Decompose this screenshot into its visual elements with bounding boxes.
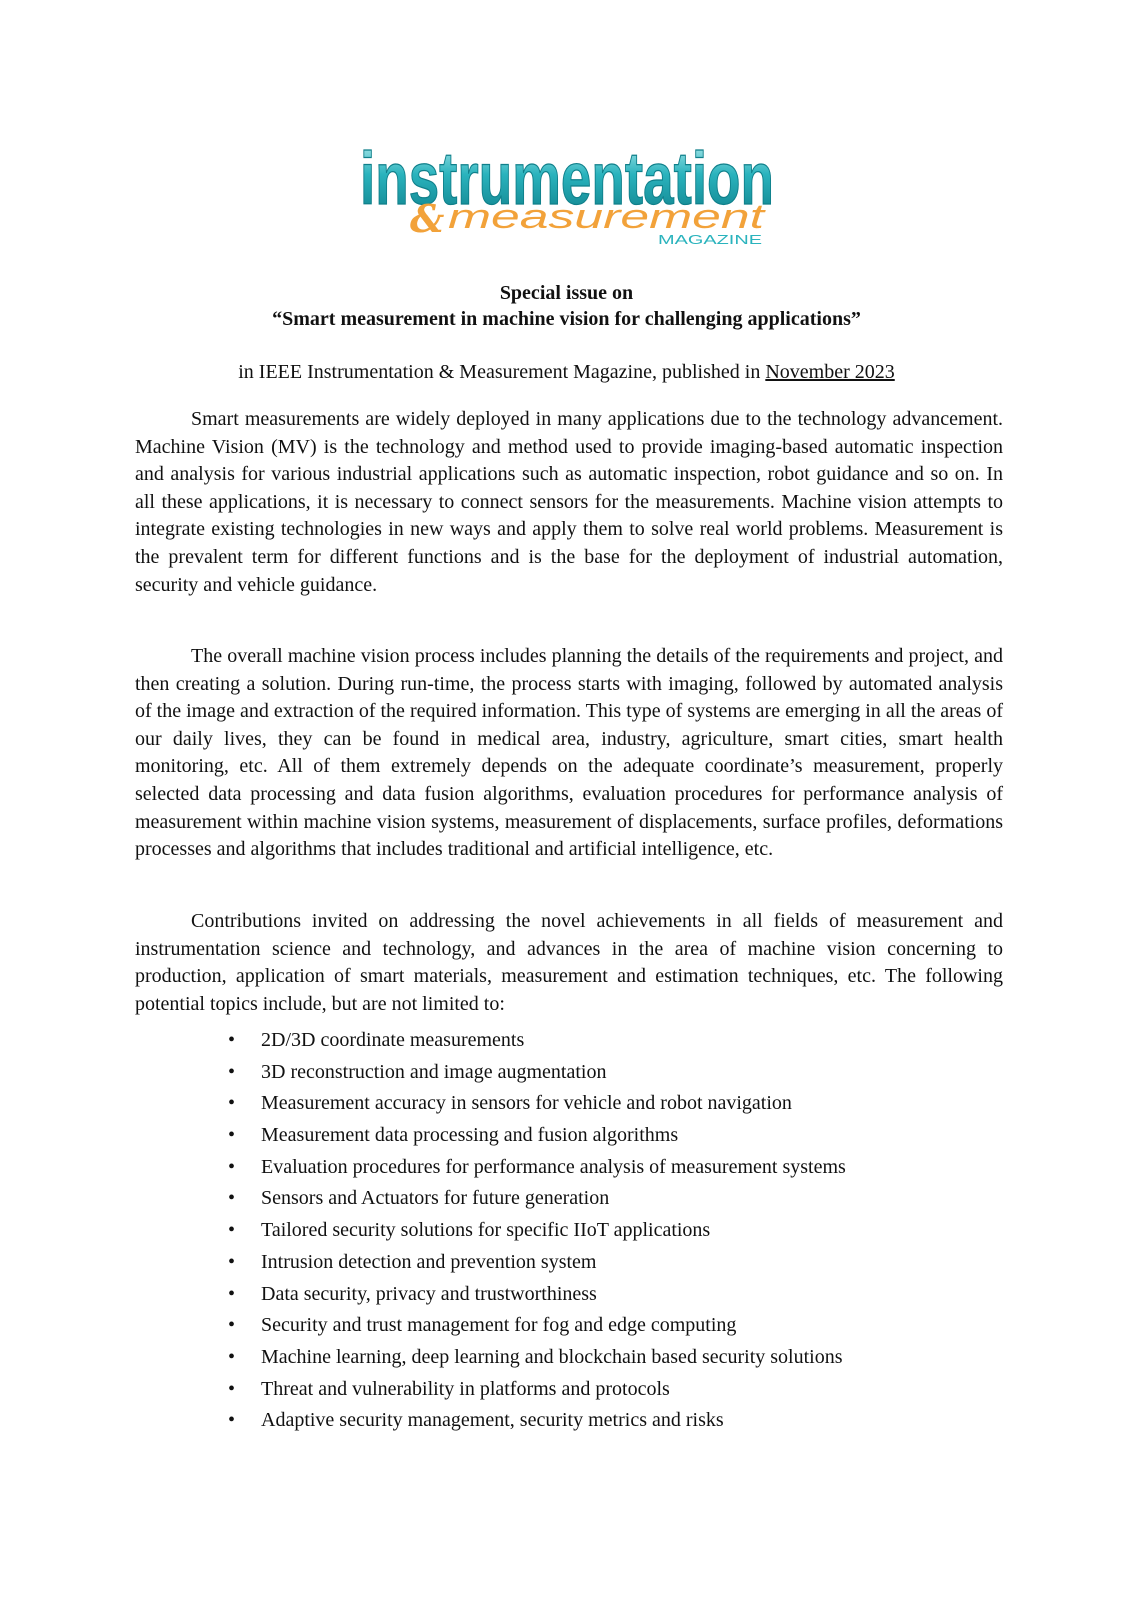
topic-label: Machine learning, deep learning and blockchain based security solutions — [261, 1345, 843, 1368]
title-line-1: Special issue on — [499, 282, 634, 304]
logo-word-instrumentation: instrumentation — [360, 137, 774, 220]
bullet-icon: • — [228, 1124, 236, 1147]
bullet-icon: • — [228, 1060, 236, 1083]
topic-label: Measurement accuracy in sensors for vehicle and robot navigation — [261, 1092, 792, 1115]
bullet-icon: • — [228, 1282, 236, 1305]
bullet-icon: • — [228, 1409, 236, 1432]
topic-item — [228, 1310, 1028, 1342]
topic-label: Intrusion detection and prevention system — [261, 1250, 597, 1273]
logo-word-measurement: measurement — [448, 198, 767, 236]
publication-line — [0, 359, 1133, 385]
topic-item — [228, 1183, 1028, 1215]
topic-label: Security and trust management for fog and edge computing — [261, 1314, 737, 1337]
bullet-icon: • — [228, 1029, 236, 1051]
bullet-icon: • — [228, 1092, 236, 1115]
topic-item — [228, 1057, 1028, 1089]
title-line-2: “Smart measurement in machine vision for challenging applications” — [272, 308, 861, 330]
paragraph-intro: Smart measurements are widely deployed in many applications due to the technology advancement. Machine Vision (MV) is the technology and method used to provide imaging-based automatic inspection and analysis for various industrial applications such as automatic inspection, robot guidance and so on. In all these applications, it is necessary to connect sensors for the measurements. Machine vision attempts to integrate existing technologies in new ways and apply them to solve real world problems. Measurement is the prevalent term for different functions and is the base for the deployment of industrial automation, security and vehicle guidance. — [135, 408, 1003, 596]
topic-item — [228, 1279, 1028, 1311]
bullet-icon: • — [228, 1314, 236, 1337]
topic-label: Tailored security solutions for specific IIoT applications — [261, 1219, 711, 1242]
topic-label: Adaptive security management, security metrics and risks — [261, 1409, 724, 1432]
topic-label: Sensors and Actuators for future generation — [261, 1187, 610, 1210]
topic-item — [228, 1247, 1028, 1279]
bullet-icon: • — [228, 1377, 236, 1400]
bullet-icon: • — [228, 1219, 236, 1242]
topic-label: 2D/3D coordinate measurements — [261, 1029, 525, 1051]
topic-label: 3D reconstruction and image augmentation — [261, 1060, 607, 1083]
topic-item — [228, 1152, 1028, 1184]
topic-item — [228, 1088, 1028, 1120]
topic-item — [228, 1025, 1028, 1057]
paragraph-process: The overall machine vision process includes planning the details of the requirements and project, and then creating a solution. During run-time, the process starts with imaging, followed by automated analysis of the image and extraction of the required information. This type of systems are emerging in all the areas of our daily lives, they can be found in medical area, industry, agriculture, smart cities, smart health monitoring, etc. All of them extremely depends on the adequate coordinate’s measurement, properly selected data processing and data fusion algorithms, evaluation procedures for performance analysis of measurement within machine vision systems, measurement of displacements, surface profiles, deformations processes and algorithms that includes traditional and artificial intelligence, etc. — [135, 645, 1003, 861]
magazine-logo — [352, 136, 782, 248]
special-issue-title — [0, 280, 1133, 332]
topic-item — [228, 1374, 1028, 1406]
publication-prefix: in IEEE Instrumentation & Measurement Magazine, published in — [238, 361, 766, 383]
topics-list — [228, 1025, 1028, 1437]
magazine-logo-graphic — [352, 136, 782, 248]
bullet-icon: • — [228, 1187, 236, 1210]
bullet-icon: • — [228, 1345, 236, 1368]
logo-ampersand: & — [410, 196, 445, 241]
topic-label: Evaluation procedures for performance analysis of measurement systems — [261, 1155, 846, 1178]
topic-item — [228, 1342, 1028, 1374]
bullet-icon: • — [228, 1155, 236, 1178]
logo-word-magazine: MAGAZINE — [658, 232, 763, 247]
topic-item — [228, 1405, 1028, 1437]
topic-label: Threat and vulnerability in platforms and protocols — [261, 1377, 670, 1400]
publication-date: November 2023 — [765, 361, 895, 383]
bullet-icon: • — [228, 1250, 236, 1273]
topic-item — [228, 1215, 1028, 1247]
topic-label: Measurement data processing and fusion algorithms — [261, 1124, 679, 1147]
topic-item — [228, 1120, 1028, 1152]
paragraph-contributions: Contributions invited on addressing the novel achievements in all fields of measurement and instrumentation science and technology, and advances in the area of machine vision concerning to production, application of smart materials, measurement and estimation techniques, etc. The following potential topics include, but are not limited to: — [135, 910, 1003, 1015]
topic-label: Data security, privacy and trustworthiness — [261, 1282, 597, 1305]
